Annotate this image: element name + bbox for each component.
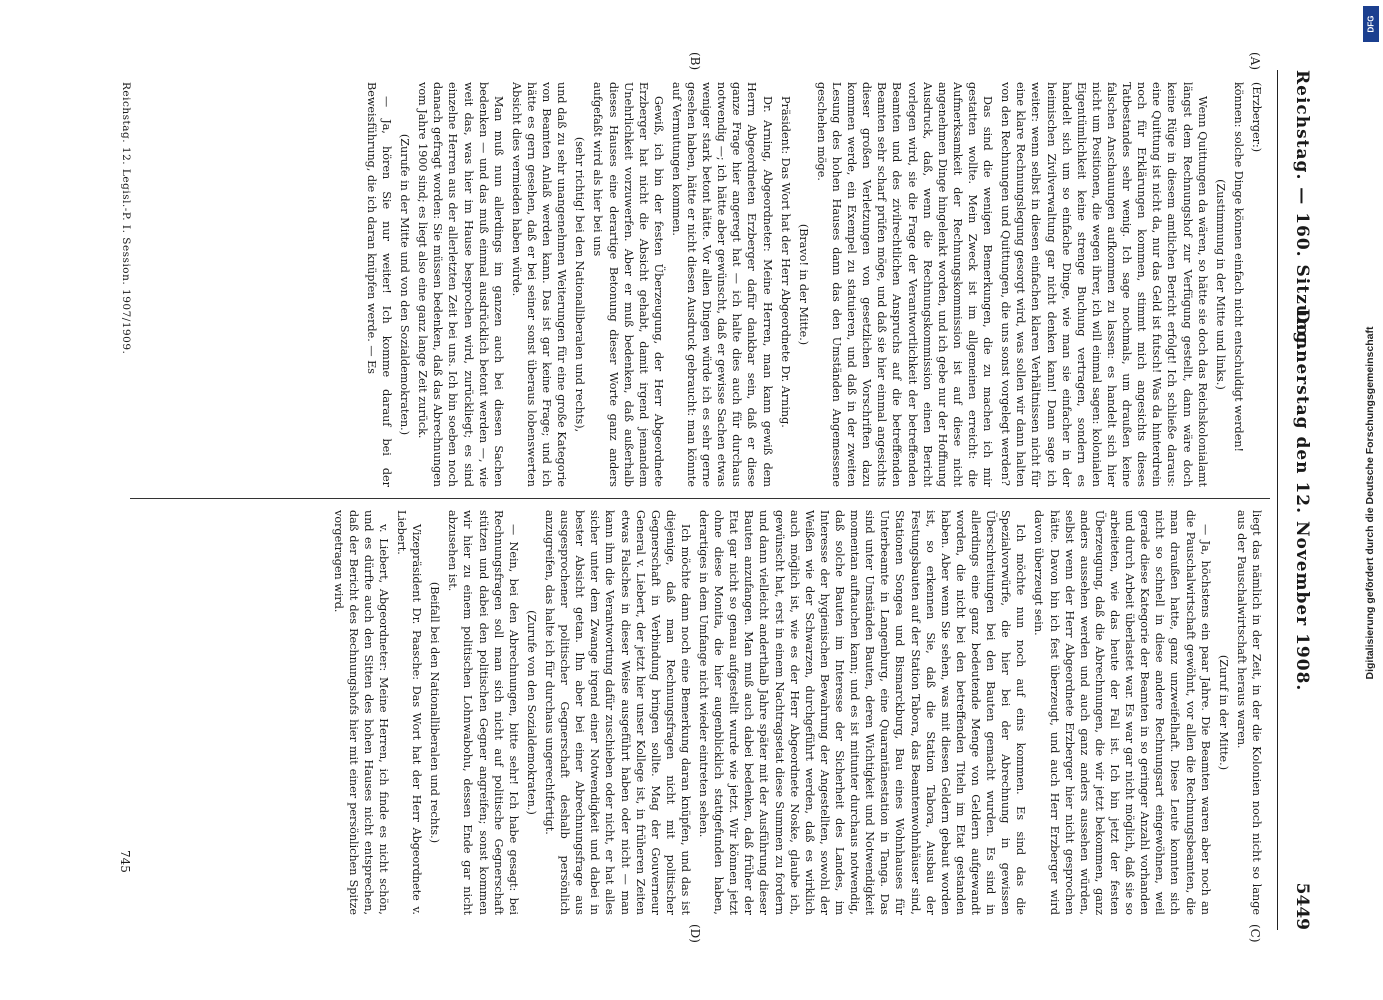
footer-signature-number: 745 [117, 850, 132, 873]
dfg-logo-text: DFG [1366, 15, 1376, 33]
paragraph: Ich möchte nun noch auf eins kommen. Es sind das die Spezialvorwürfe, die hier bei der Abrechnung in gewissen Überschreitungen bei den Bauten gemacht wurden. Es sind in allerdings eine ganz bedeutende Menge von Geldern aufgewandt worden, die nicht bei den betreffenden Titeln im Etat gestanden haben. Aber wenn Sie sehen, was mit diesen Geldern gebaut worden ist, so erkennen Sie, daß die Station Tabora, Ausbau der Festungsbauten auf der Station Tabora, das Beamtenwohnhäuser sind, Stationen Songea und Bismarckburg, Bau eines Wohnhauses für Unterbeamte in Langenburg, eine Quarantänestation in Tanga. Das sind unter Umständen Bauten, deren Wichtigkeit und Notwendigkeit momentan auftauchen kann; und es ist mitunter durchaus notwendig, daß solche Bauten im Interesse der Sicherheit des Landes, im Interesse der hygienischen Bewahrung der Angestellten, sowohl der Weißen wie der Schwarzen, durchgeführt werden, daß es wirklich auch möglich ist, wie es der Herr Abgeordnete Noske, glaube ich, gewünscht hat, erst in einem Nachtragsetat diese Summen zu fordern und dann vielleicht anderthalb Jahre später mit der Ausführung dieser Bauten anzufangen. Man muß auch dabei bedenken, daß früher der Etat gar nicht so genau aufgestellt wurde wie jetzt. Wir können jetzt ohne diese Monita, die hier augenblicklich stattgefunden haben, derartiges in dem Umfange nicht wieder eintreten sehen. [696, 510, 1027, 915]
interjection: (Zuruf in der Mitte.) [1216, 654, 1230, 771]
footer-session-info: Reichstag. 12. Legisl.-P. I. Session. 1907/1909. [119, 82, 132, 355]
digitization-credit [1361, 8, 1379, 998]
header-page-number: 5449 [1291, 882, 1312, 930]
dfg-logo [1363, 6, 1379, 42]
interjection: (Zurufe von den Sozialdemokraten.) [524, 610, 538, 815]
interjection: (Zurufe in der Mitte und von den Sozialdemokraten.) [397, 133, 411, 436]
paragraph: Ich möchte dann noch eine Bemerkung daran knüpfen, und das ist diejenige, daß man Rechnungsfragen nicht mit politischer Gegnerschaft in Verbindung bringen sollte. Mag der Gouverneur General v. Liebert, der jetzt hier unser Kollege ist, in früheren Zeiten etwas Falsches in dieser Weise ausgeführt haben oder nicht — man kann ihm die Verantwortung dafür zuschieben oder nicht, er hat alles sicher unter dem Zwange irgend einer Notwendigkeit und dabei in bester Absicht getan. Ihn aber bei einer Abrechnungsfrage aus ausgesprochener politischer Gegnerschaft deshalb persönlich anzugreifen, das halte ich für durchaus ungerechtfertigt. [542, 510, 692, 915]
speaker-paragraph: Vizepräsident Dr. Paasche: Das Wort hat der Herr Abgeordnete v. Liebert. [394, 510, 423, 915]
margin-marker-b: (B) [687, 52, 702, 71]
speaker-paragraph: Dr. Arning, Abgeordneter: Meine Herren, man kann gewiß dem Herrn Abgeordneten Erzberger dafür dankbar sein, daß er diese ganze Frage hier angeregt hat — ich halte dies auch für durchaus notwendig —; ich hätte aber gewünscht, daß er gewisse Sachen etwas weniger stark betont hätte. Vor allen Dingen würde ich es sehr gerne gesehen haben, hätte er nicht diesen Ausdruck gebraucht: man könnte auf Vermutungen kommen. [669, 82, 774, 487]
right-column [144, 510, 1264, 915]
interjection: (Zustimmung in der Mitte und links.) [1213, 179, 1227, 390]
speaker-paragraph: Präsident: Das Wort hat der Herr Abgeordnete Dr. Arning. [778, 96, 792, 428]
paragraph: und daß zu sehr unangenehmen Weiterungen für eine große Kategorie von Beamten Anlaß werden kann. Das ist gar keine Frage; und ich hätte es gern gesehen, daß er bei seiner sonst überaus lobenswerten Absicht dies vermieden haben würde. [509, 82, 568, 487]
paragraph: — Ja, hören Sie nur weiter! Ich komme darauf bei der Beweisführung, die ich daran knüpfen werde. — Es [364, 82, 393, 487]
paragraph: Man muß nun allerdings im ganzen auch bei diesen Sachen bedenken — und das muß einmal ausdrücklich betont werden —, wie weit das, was hier im Hause besprochen wird, zurückliegt; es sind einzelne Herren aus der allerletzten Zeit bei uns. Ich bin soeben noch danach gefragt worden: Sie müssen bedenken, daß das Abrechnungen vom Jahre 1900 sind; es liegt also eine ganz lange Zeit zurück. [415, 82, 505, 487]
left-column [144, 82, 1264, 487]
paragraph: — Nein, bei den Abrechnungen, bitte sehr! Ich habe gesagt: bei Rechnungsfragen soll man sich nicht auf politische Gegnerschaft stützen und dabei den politischen Gegner angreifen; sonst kommen wir hier zu einem politischen Lohnwabohu, dessen Ende gar nicht abzusehen ist. [445, 510, 520, 915]
page-header [1277, 70, 1322, 930]
margin-marker-a: (A) [1247, 52, 1262, 71]
interjection: (Bravo! in der Mitte.) [796, 223, 810, 346]
paragraph: können: solche Dinge können einfach nicht entschuldigt werden! [1231, 82, 1245, 453]
paragraph: Das sind die wenigen Bemerkungen, die zu machen ich mir gestatten wollte. Mein Zweck ist im allgemeinen erreicht: die Aufmerksamkeit der Rechnungskommission ist auf diese nicht angenehmen Dinge hingelenkt worden, und ich gebe nur der Hoffnung Ausdruck, daß, wenn die Rechnungskommission einen Bericht vorlegen wird, sie die Frage der Verantwortlichkeit der betreffenden Beamten und des zivilrechtlichen Anspruchs auf die betreffenden Beamten sehr scharf prüfen möge, und daß sie hier einmal angesichts dieser großen Verletzungen von gesetzlichen Vorschriften dazu kommen werde, ein Exempel zu statuieren, und daß in der zweiten Lesung des hohen Hauses dann das den Umständen Angemessene geschehen möge. [814, 82, 994, 487]
interjection: (Beifall bei den Nationalliberalen und rechts.) [427, 581, 441, 844]
digitization-credit-text: Digitalisierung gefördert durch die Deutsche Forschungsgemeinschaft [1364, 326, 1376, 680]
margin-marker-c: (C) [1247, 924, 1262, 943]
paragraph: Wenn Quittungen da wären, so hätte sie doch das Reichskolonialamt längst dem Rechnungshof zur Verfügung gestellt, dann wäre doch keine Rüge in diesem amtlichen Bericht erfolgt! Ich schließe daraus: eine Quittung ist nicht da, nur das Geld ist futsch! Was da hinterdrein noch für Erklärungen kommen, stimmt mich angesichts dieses Tatbestandes sehr wenig. Ich sage nochmals, um draußen keine falschen Anschauungen aufkommen zu lassen: es handelt sich hier nicht um Positionen, die wegen ihrer, ich will einmal sagen: kolonialen Eigentümlichkeit keine strenge Buchung vertragen, sondern es handelt sich um so einfache Dinge, wie man sie einfacher in der heimischen Zivilverwaltung gar nicht denken kann! Dann sage ich weiter: wenn selbst in diesen einfachen klaren Verhältnissen nicht für eine klare Rechnungslegung gesorgt wird, was sollen wir dann halten von den Rechnungen und Quittungen, die uns sonst vorgelegt werden? [998, 82, 1209, 487]
margin-marker-d: (D) [687, 924, 702, 943]
header-date: Donnerstag den 12. November 1908. [1291, 308, 1312, 692]
paragraph: liegt das nämlich in der Zeit, in der die Kolonien noch nicht so lange aus der Pauschalwirtschaft heraus waren. [1234, 510, 1263, 915]
speaker-continuation: (Erzberger:) [1249, 82, 1263, 153]
speaker-paragraph: v. Liebert, Abgeordneter: Meine Herren, ich finde es nicht schön, und es dürfte auch den Sitten des hohen Hauses nicht entsprechen, daß der Bericht des Rechnungshofs hier mit einer persönlichen Spitze vorgetragen wird. [331, 510, 390, 915]
interjection: (sehr richtig! bei den Nationalliberalen und rechts), [572, 136, 586, 433]
column-divider [130, 498, 1270, 499]
paragraph: — Ja, höchstens ein paar Jahre. Die Beamten waren aber noch an die Pauschalwirtschaft gewöhnt, vor allen die Rechnungsbeamten, die man draußen hatte, ganz unzweifelhaft. Diese Leute konnten sich nicht so schnell in diese andere Rechnungsart eingewöhnen, weil gerade diese Kategorie der Beamten in so geringer Anzahl vorhanden und durch Arbeit überlastet war. Es war gar nicht möglich, daß sie so arbeiteten, wie das heute der Fall ist. Ich bin jetzt der festen Überzeugung, daß die Abrechnungen, die wir jetzt bekommen, ganz anders aussehen werden und auch ganz anders aussehen würden, selbst wenn der Herr Abgeordnete Erzberger hier nicht gesprochen hätte. Davon bin ich fest überzeugt, und auch Herr Erzberger wird davon überzeugt sein. [1031, 510, 1212, 915]
paragraph: Gewiß, ich bin der festen Überzeugung, der Herr Abgeordnete Erzberger hat nicht die Absicht gehabt, damit irgend jemandem Unehrlichkeit vorzuwerfen. Aber er muß bedenken, daß außerhalb dieses Hauses eine derartige Betonung dieser Worte ganz anders aufgefaßt wird als hier bei uns [590, 82, 665, 487]
rotated-document-page [42, 30, 1342, 970]
header-session: Reichstag. — 160. Sitzung. [1291, 70, 1312, 352]
